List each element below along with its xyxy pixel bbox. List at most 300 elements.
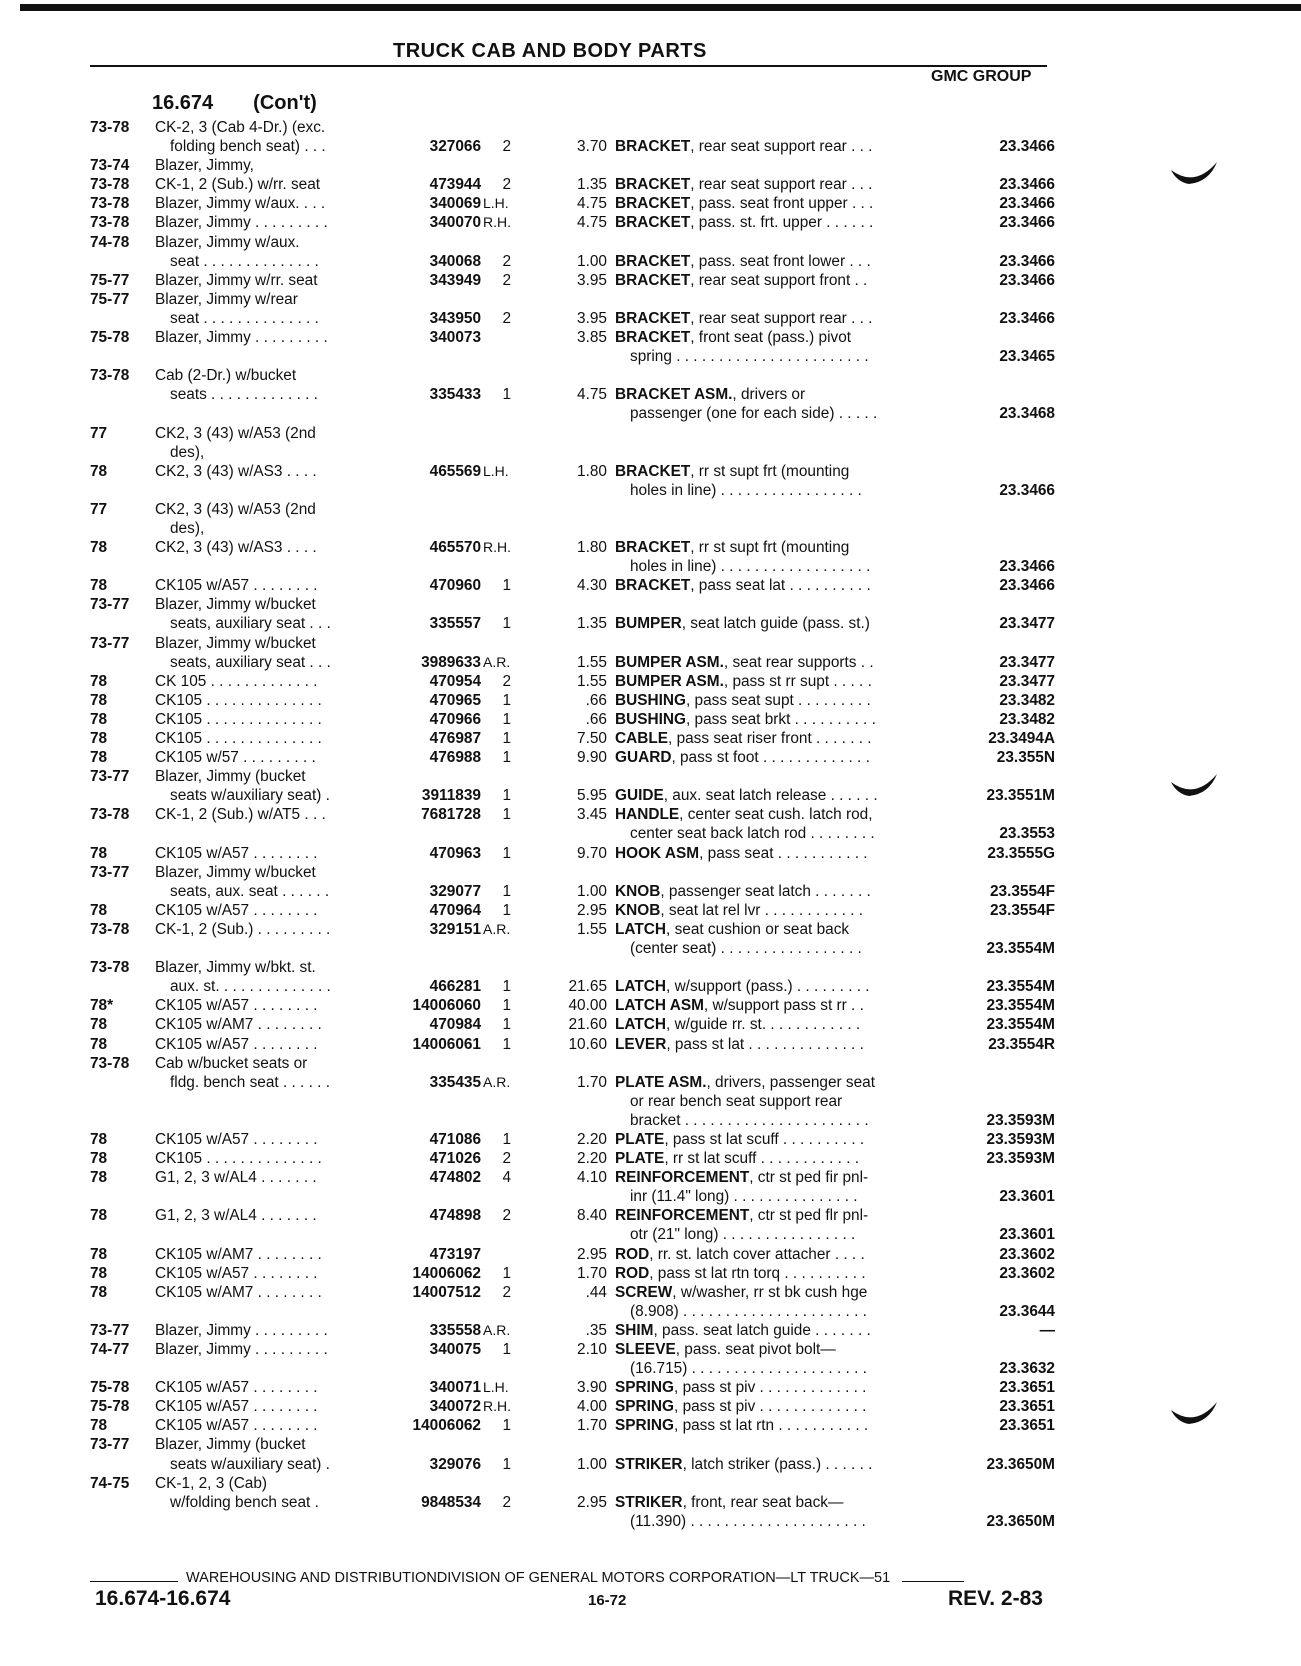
table-row [90,1130,1055,1149]
quantity: 1 [502,730,511,747]
quantity [481,290,517,309]
table-row [90,595,1055,614]
model-year [90,882,155,901]
part-description: (8.908) . . . . . . . . . . . . . . . . . . . . . . [630,1302,867,1320]
quantity [481,1092,517,1111]
group-number: 23.3466 [999,195,1055,213]
price: 3.45 [577,806,607,824]
table-row [90,1035,1055,1054]
model-application [155,939,377,958]
footer-division-text: WAREHOUSING AND DISTRIBUTIONDIVISION OF GENERAL MOTORS CORPORATION—LT TRUCK—51 [186,1570,891,1586]
part-description: STRIKER, front, rear seat back— [615,1493,844,1511]
group-number [940,328,1055,347]
table-row [90,462,1055,481]
group-number: 23.3477 [999,672,1055,690]
part-description: SLEEVE, pass. seat pivot bolt— [615,1341,836,1358]
table-row [90,233,1055,252]
group-number [940,233,1055,252]
group-number: 23.3593M [986,1150,1055,1168]
price: 4.75 [577,386,607,404]
table-row [90,882,1055,901]
part-number [377,863,481,882]
table-row [90,557,1055,576]
model-year: 73-78 [90,806,130,824]
quantity [481,1359,517,1378]
group-number: 23.3466 [999,577,1055,595]
part-number: 471086 [429,1130,481,1148]
part-number: 14006061 [412,1035,481,1053]
group-number: 23.3650M [986,1512,1055,1530]
part-number: 14006060 [412,997,481,1015]
part-description: BUSHING, pass seat brkt . . . . . . . . . . [615,710,876,728]
part-number: 465569 [429,462,481,480]
part-number: 470960 [429,577,481,595]
part-number [377,500,481,519]
quantity [481,1512,517,1531]
model-application: Blazer, Jimmy w/bucket [155,596,316,614]
part-number [377,366,481,385]
model-year: 73-78 [90,367,130,385]
table-row [90,767,1055,786]
model-application: CK105 w/A57 . . . . . . . . [155,844,318,862]
group-number: 23.3644 [999,1302,1055,1320]
table-row [90,328,1055,347]
quantity: 2 [502,252,511,270]
model-year: 73-78 [90,214,130,232]
group-number: 23.3554M [986,997,1055,1015]
group-number [940,1073,1055,1092]
group-number [940,634,1055,653]
model-application: seat . . . . . . . . . . . . . . [170,252,319,270]
model-year [90,977,155,996]
quantity [481,557,517,576]
model-application: CK-2, 3 (Cab 4-Dr.) (exc. [155,119,326,136]
model-year [90,1187,155,1206]
model-application [155,481,377,500]
model-application: CK105 w/AM7 . . . . . . . . [155,1016,322,1034]
group-number: 23.3466 [999,214,1055,232]
group-number: 23.3466 [999,309,1055,327]
model-year: 73-78 [90,119,130,136]
model-application: Blazer, Jimmy, [155,157,254,175]
model-application: CK105 w/AM7 . . . . . . . . [155,1283,322,1301]
quantity [481,347,517,366]
price: 10.60 [568,1035,607,1053]
quantity: A.R. [483,653,511,670]
table-row [90,271,1055,290]
group-number [940,500,1055,519]
part-number: 340073 [429,329,481,347]
group-number: 23.3551M [986,787,1055,805]
model-year [90,443,155,462]
price: 4.75 [577,214,607,232]
model-year: 78 [90,710,108,728]
table-row [90,576,1055,595]
group-number: 23.3466 [999,138,1055,156]
quantity: 1 [502,1455,511,1473]
model-application: CK105 w/A57 . . . . . . . . [155,901,318,919]
group-number: 23.3602 [999,1245,1055,1263]
model-year: 73-77 [90,596,130,614]
price [517,1302,615,1321]
quantity [481,1111,517,1130]
quantity: 1 [502,844,511,862]
group-number [940,767,1055,786]
model-year: 74-75 [90,1474,130,1492]
part-number [377,347,481,366]
binder-hole-mark [1165,158,1223,188]
model-application: Blazer, Jimmy . . . . . . . . . [155,1321,328,1339]
table-row [90,1111,1055,1130]
part-description: BRACKET, front seat (pass.) pivot [615,329,852,347]
group-number: 23.3465 [999,348,1055,366]
price: 5.95 [577,787,607,805]
table-row [90,385,1055,404]
model-year: 78 [90,1264,108,1282]
model-application: Blazer, Jimmy w/bkt. st. [155,959,316,977]
price [517,1187,615,1206]
part-description [615,233,940,252]
model-year [90,1493,155,1512]
model-year [90,519,155,538]
price: .35 [585,1321,607,1339]
model-year: 75-78 [90,1379,130,1397]
quantity: 1 [502,997,511,1015]
model-application: des), [170,443,205,461]
group-number: 23.3553 [999,825,1055,843]
quantity: R.H. [483,214,511,231]
model-application: seat . . . . . . . . . . . . . . [170,309,319,327]
model-application: CK105 w/57 . . . . . . . . . [155,749,316,767]
footer-rule-right [902,1571,964,1582]
price: 1.55 [577,653,607,671]
part-description [615,290,940,309]
quantity [481,481,517,500]
part-description [615,424,940,443]
table-row [90,309,1055,328]
model-year: 78 [90,1035,108,1053]
part-number: 470954 [429,672,481,690]
part-number [377,557,481,576]
part-description [615,767,940,786]
part-number [377,424,481,443]
part-number [377,1435,481,1454]
price [517,1474,615,1493]
group-number: 23.3650M [986,1455,1055,1473]
price [517,1054,615,1073]
group-number: 23.3468 [999,405,1055,423]
model-year: 75-77 [90,290,130,308]
page-title: TRUCK CAB AND BODY PARTS [393,40,707,62]
table-row [90,538,1055,557]
quantity [481,634,517,653]
part-number [377,1187,481,1206]
part-description: (11.390) . . . . . . . . . . . . . . . . . . . . . [630,1512,866,1530]
group-number: 23.3651 [999,1398,1055,1416]
part-description: BRACKET, rr st supt frt (mounting [615,539,850,557]
part-number: 3911839 [421,787,481,805]
price: 2.20 [577,1130,607,1148]
part-description: CABLE, pass seat riser front . . . . . . . [615,730,872,747]
group-number [940,920,1055,939]
model-application [155,1092,377,1111]
part-description: LATCH, w/guide rr. st. . . . . . . . . . . . [615,1016,861,1034]
table-row [90,424,1055,443]
part-description: HANDLE, center seat cush. latch rod, [615,806,873,824]
price [517,156,615,175]
group-number: 23.3593M [986,1130,1055,1148]
part-number: 470966 [429,710,481,728]
part-description: center seat back latch rod . . . . . . . . [630,825,875,843]
part-description: LATCH ASM, w/support pass st rr . . [615,997,864,1015]
price [517,863,615,882]
group-number [940,1054,1055,1073]
model-year: 78 [90,672,108,690]
model-year: 78 [90,1016,108,1034]
price [517,347,615,366]
table-row [90,844,1055,863]
model-year [90,1302,155,1321]
section-suffix: (Con't) [253,92,317,114]
part-description: REINFORCEMENT, ctr st ped flr pnl- [615,1207,869,1225]
quantity [481,1054,517,1073]
price: 2.95 [577,1245,607,1263]
model-application: Blazer, Jimmy (bucket [155,1436,306,1454]
table-row [90,996,1055,1015]
price: 1.70 [577,1417,607,1435]
group-number: 23.3477 [999,653,1055,671]
part-description: LEVER, pass st lat . . . . . . . . . . . . . . [615,1035,864,1053]
price: 9.70 [577,844,607,862]
price: 2.20 [577,1150,607,1168]
quantity: 1 [502,1016,511,1034]
part-description: passenger (one for each side) . . . . . [630,405,878,423]
part-description: BRACKET, rear seat support front . . [615,271,868,289]
section-number: 16.674 [152,92,214,114]
price [517,500,615,519]
group-number [940,366,1055,385]
part-number: 335558 [429,1321,481,1339]
group-number [940,958,1055,977]
part-description [615,1054,940,1073]
model-application: CK105 w/A57 . . . . . . . . [155,577,318,595]
part-number: 473944 [429,176,481,194]
model-year [90,1111,155,1130]
quantity: 1 [502,1035,511,1053]
price [517,519,615,538]
quantity: 1 [502,749,511,767]
model-year: 73-78 [90,1054,130,1072]
part-description: BRACKET, rear seat support rear . . . [615,138,873,156]
part-number: 476987 [429,730,481,747]
table-row [90,710,1055,729]
quantity [481,1474,517,1493]
table-row [90,958,1055,977]
quantity: 2 [502,672,511,690]
part-description [615,156,940,175]
table-row [90,1435,1055,1454]
model-application: CK105 w/A57 . . . . . . . . [155,1035,318,1053]
price [517,557,615,576]
table-row [90,1378,1055,1397]
model-application: CK105 . . . . . . . . . . . . . . [155,710,322,728]
price [517,958,615,977]
group-number [940,156,1055,175]
table-row [90,1283,1055,1302]
quantity: 1 [502,1264,511,1282]
quantity [481,328,517,347]
model-year: 78 [90,1207,108,1225]
footer-code: 16.674-16.674 [95,1587,231,1610]
part-number [377,1302,481,1321]
model-application: Cab (2-Dr.) w/bucket [155,367,297,385]
model-application: Blazer, Jimmy w/rr. seat [155,271,318,289]
quantity: 2 [502,1283,511,1301]
part-number: 470965 [429,691,481,709]
part-description [615,1474,940,1493]
model-application [155,1187,377,1206]
price [517,1111,615,1130]
part-description: PLATE, pass st lat scuff . . . . . . . . . . [615,1130,865,1148]
quantity: R.H. [483,1398,511,1415]
model-application: fldg. bench seat . . . . . . [170,1073,330,1091]
model-year: 73-77 [90,768,130,786]
part-description: GUARD, pass st foot . . . . . . . . . . . . . [615,749,870,767]
group-number [940,538,1055,557]
group-number [940,424,1055,443]
model-application: CK105 . . . . . . . . . . . . . . [155,1150,322,1168]
price: 4.75 [577,195,607,213]
table-row [90,1397,1055,1416]
part-number [377,958,481,977]
part-number: 14006062 [412,1417,481,1435]
part-number [377,481,481,500]
part-number [377,1054,481,1073]
model-year: 78 [90,844,108,862]
part-description: inr (11.4" long) . . . . . . . . . . . . . . . [630,1188,858,1206]
quantity: 2 [502,138,511,156]
price [517,1512,615,1531]
model-year [90,614,155,633]
table-row [90,1015,1055,1034]
group-label: GMC GROUP [931,68,1032,85]
model-application: Blazer, Jimmy w/aux. [155,233,300,251]
price: 7.50 [577,730,607,747]
quantity [481,519,517,538]
part-description: SHIM, pass. seat latch guide . . . . . . . [615,1321,871,1339]
quantity [481,424,517,443]
table-row [90,1054,1055,1073]
price [517,443,615,462]
part-description [615,958,940,977]
part-number: 473197 [429,1245,481,1263]
model-application: Blazer, Jimmy . . . . . . . . . [155,214,328,232]
price [517,424,615,443]
model-application: Blazer, Jimmy w/bucket [155,863,316,881]
table-row [90,137,1055,156]
model-year [90,1359,155,1378]
part-number: 327066 [429,138,481,156]
part-description [615,595,940,614]
model-year [90,1092,155,1111]
price [517,767,615,786]
group-number [940,443,1055,462]
model-application: G1, 2, 3 w/AL4 . . . . . . . [155,1207,317,1225]
part-description: ROD, rr. st. latch cover attacher . . . . [615,1245,865,1263]
price: 1.80 [577,462,607,480]
part-number: 335435 [429,1073,481,1091]
part-description: BRACKET, rr st supt frt (mounting [615,462,850,480]
part-number [377,767,481,786]
table-row [90,1187,1055,1206]
group-number: 23.3554F [989,901,1055,919]
quantity [481,443,517,462]
model-application: CK105 w/A57 . . . . . . . . [155,997,318,1015]
part-description: BRACKET, pass. seat front lower . . . [615,252,871,270]
table-row [90,1321,1055,1340]
model-application: CK105 w/A57 . . . . . . . . [155,1398,318,1416]
price: 2.95 [577,901,607,919]
table-row [90,805,1055,824]
part-number: 465570 [429,539,481,557]
quantity: 1 [502,691,511,709]
part-number: 329151 [429,920,481,938]
model-application: CK105 . . . . . . . . . . . . . . [155,691,322,709]
quantity: 1 [502,615,511,633]
price: 3.90 [577,1379,607,1397]
model-year [90,1455,155,1474]
model-application: seats, auxiliary seat . . . [170,653,331,671]
price [517,595,615,614]
model-application: Cab w/bucket seats or [155,1054,308,1072]
quantity: 2 [502,1207,511,1225]
price: 40.00 [568,997,607,1015]
group-number: 23.3466 [999,271,1055,289]
table-row [90,194,1055,213]
part-number: 329077 [429,882,481,900]
table-row [90,481,1055,500]
model-year: 78* [90,997,114,1015]
part-number: 340070 [429,214,481,232]
price: 4.00 [577,1398,607,1416]
quantity [481,118,517,137]
group-number [940,519,1055,538]
price: 2.10 [577,1341,607,1358]
model-year: 73-78 [90,176,130,194]
price: 4.30 [577,577,607,595]
part-number [377,519,481,538]
model-application: CK105 . . . . . . . . . . . . . . [155,730,322,747]
price: 1.35 [577,176,607,194]
price [517,1359,615,1378]
table-row [90,1206,1055,1225]
model-year: 73-77 [90,634,130,652]
part-number: 329076 [429,1455,481,1473]
part-number: 470984 [429,1016,481,1034]
quantity [481,939,517,958]
model-application [155,1359,377,1378]
table-row [90,1359,1055,1378]
group-number: 23.3651 [999,1417,1055,1435]
quantity [481,500,517,519]
part-description: BUMPER ASM., pass st rr supt . . . . . [615,672,872,690]
footer-revision: REV. 2-83 [948,1587,1043,1610]
part-number: 14006062 [412,1264,481,1282]
price: 4.10 [577,1169,607,1187]
price: .44 [585,1283,607,1301]
group-number [940,1435,1055,1454]
quantity [481,958,517,977]
